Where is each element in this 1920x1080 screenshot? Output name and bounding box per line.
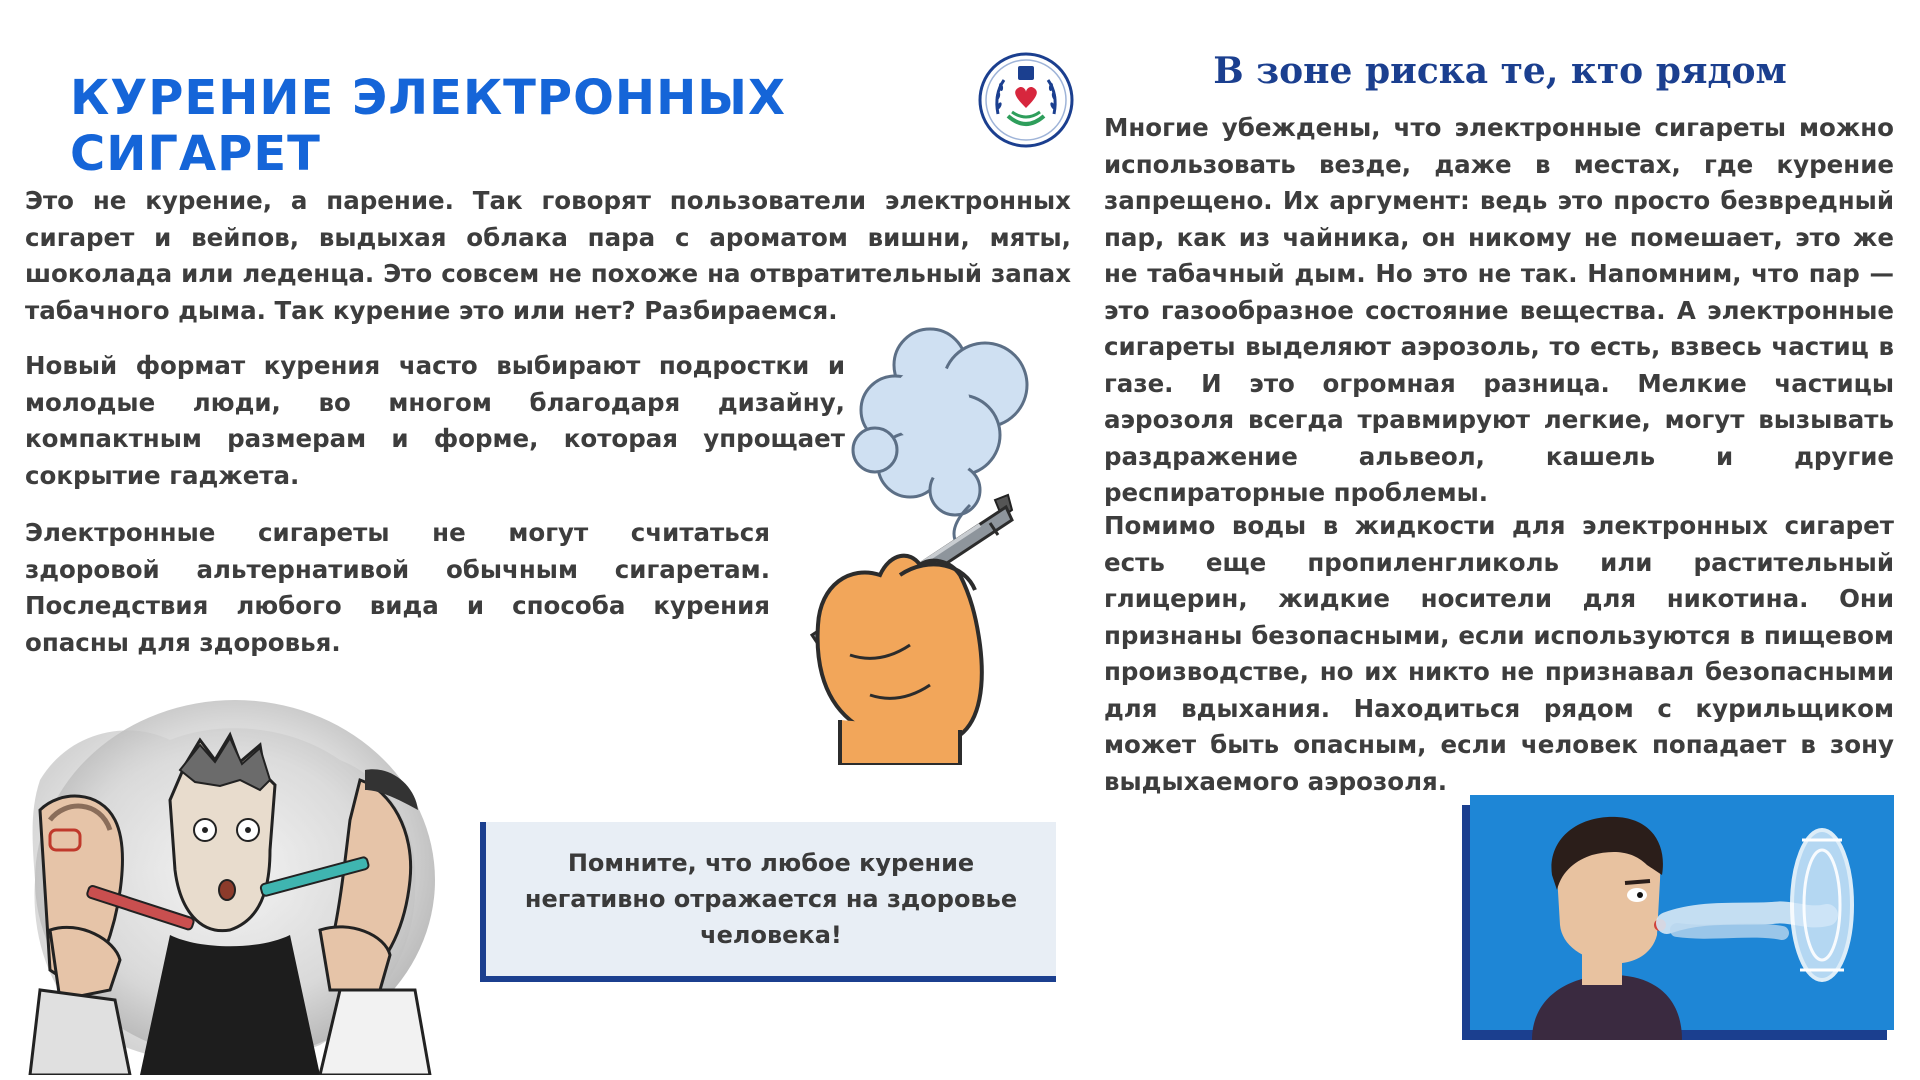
page-title: КУРЕНИЕ ЭЛЕКТРОННЫХ СИГАРЕТ [70, 70, 786, 182]
reminder-note-text: Помните, что любое курение негативно отражается на здоровье человека! [524, 849, 1018, 949]
ingredients-paragraph: Помимо воды в жидкости для электронных сигарет есть еще пропиленгликоль или растительный глицерин, жидкие носители для никотина. Они признаны безопасными, если используются в пищевом производстве, но их никто не признавал безопасными для вдыхания. Находиться рядом с курильщиком может быть опасным, если человек попадает в зону выдыхаемого аэрозоля. [1104, 511, 1894, 796]
man-exhaling-vapor-illustration [1462, 795, 1894, 1040]
risk-paragraph: Многие убеждены, что электронные сигареты можно использовать везде, даже в местах, где курение запрещено. Их аргумент: ведь это просто безвредный пар, как из чайника, он никому не помешает, это же не табачный дым. Но это не так. Напомним, что пар — это газообразное состояние вещества. А электронные сигареты выделяют аэрозоль, то есть, взвесь частиц в газе. И это огромная разница. Мелкие частицы аэрозоля всегда травмируют легкие, могут вызывать раздражение альвеол, кашель и другие респираторные проблемы. [1104, 113, 1894, 507]
reminder-note-box [480, 822, 1056, 982]
intro-paragraph: Это не курение, а парение. Так говорят пользователи электронных сигарет и вейпов, выдыхая облака пара с ароматом вишни, мяты, шоколада или леденца. Это совсем не похоже на отвратительный запах табачного дыма. Так курение это или нет? Разбираемся. [25, 186, 1071, 325]
healthy-lifestyle-emblem-icon [978, 52, 1074, 148]
people-vaping-illustration [20, 690, 440, 1075]
risk-section-title: В зоне риска те, кто рядом [1213, 50, 1787, 92]
hand-holding-vape-icon [780, 325, 1070, 765]
not-alternative-paragraph: Электронные сигареты не могут считаться здоровой альтернативой обычным сигаретам. Последствия любого вида и способа курения опасны для здоровья. [25, 518, 770, 657]
new-format-paragraph: Новый формат курения часто выбирают подростки и молодые люди, во многом благодаря дизайну, компактным размерам и форме, которая упрощает сокрытие гаджета. [25, 351, 845, 490]
